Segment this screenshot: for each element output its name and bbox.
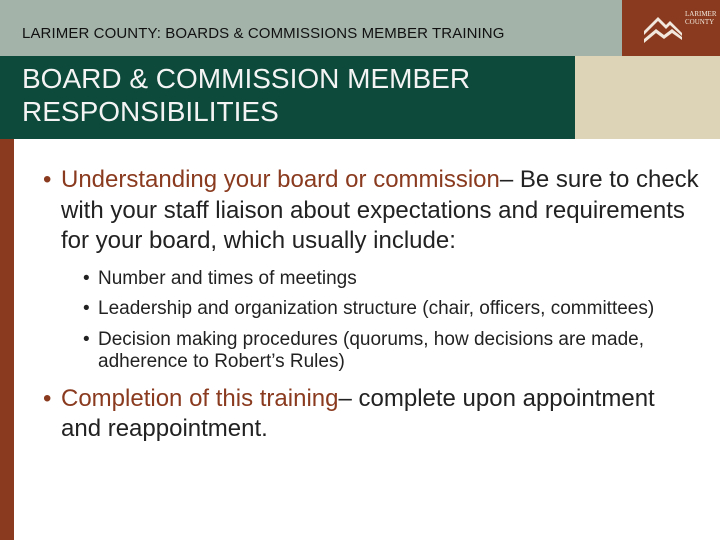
sub-bullet-item bbox=[30, 268, 700, 291]
slide-title bbox=[22, 62, 562, 128]
bullet-item bbox=[30, 384, 700, 445]
bullet-dot-icon: • bbox=[43, 166, 52, 193]
bullet-dot-icon: • bbox=[83, 298, 90, 319]
slide-title-line: RESPONSIBILITIES bbox=[22, 96, 279, 127]
sub-bullet-text: Leadership and organization structure (chair, officers, committees) bbox=[98, 298, 655, 319]
bullet-dot-icon: • bbox=[83, 328, 90, 350]
slide-title-line: BOARD & COMMISSION MEMBER bbox=[22, 63, 471, 94]
bullet-item bbox=[30, 165, 700, 257]
county-logo bbox=[622, 0, 720, 56]
slide-body bbox=[30, 165, 700, 445]
logo-line: LARIMER bbox=[685, 10, 717, 18]
bullet-dot-icon: • bbox=[43, 384, 52, 412]
logo-line: COUNTY bbox=[685, 18, 715, 26]
bullet-text: – Be sure to check with your staff liaison about expectations and requirements for your board, which usually include: bbox=[61, 166, 699, 254]
sub-bullet-text: Number and times of meetings bbox=[98, 267, 357, 289]
bullet-dot-icon: • bbox=[83, 267, 90, 289]
tan-accent-band bbox=[575, 56, 720, 139]
sub-bullet-item bbox=[30, 329, 700, 374]
mountain-logo-icon bbox=[642, 9, 684, 47]
bullet-highlight: Completion of this training bbox=[61, 384, 339, 412]
bullet-text: – complete upon appointment and reappointment. bbox=[61, 384, 655, 442]
bullet-highlight: Understanding your board or commission bbox=[61, 166, 500, 193]
logo-wordmark bbox=[685, 10, 717, 26]
sub-bullet-text: Decision making procedures (quorums, how decisions are made, adherence to Robert’s Rules) bbox=[98, 328, 644, 372]
left-accent-bar bbox=[0, 139, 14, 540]
sub-bullet-item bbox=[30, 298, 700, 321]
sub-bullet-list bbox=[30, 268, 700, 374]
course-title: LARIMER COUNTY: BOARDS & COMMISSIONS MEMBER TRAINING bbox=[22, 25, 505, 42]
